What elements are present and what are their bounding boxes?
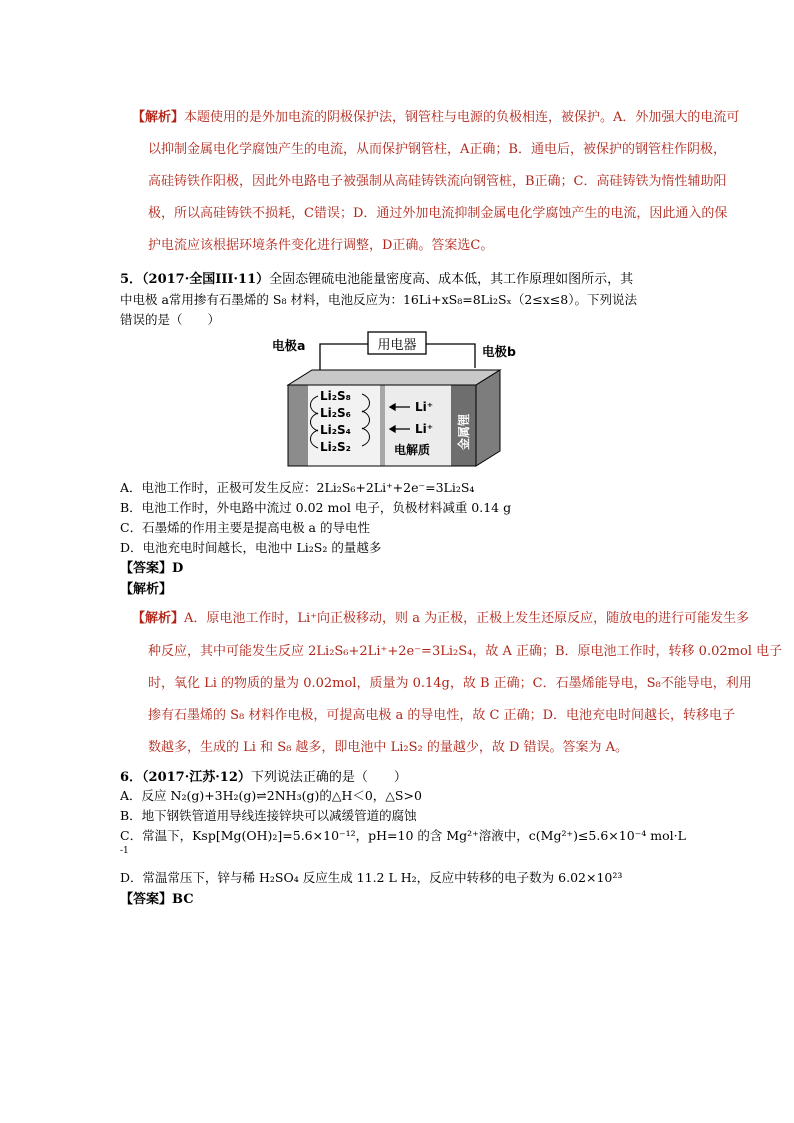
species-label: Li₂S₆ bbox=[320, 406, 351, 420]
option-c: C．石墨烯的作用主要是提高电极 a 的导电性 bbox=[120, 520, 370, 535]
question-number: 6． bbox=[120, 770, 143, 785]
question-5-stem-line: 错误的是（ ） bbox=[120, 312, 221, 327]
species-label: Li₂S₈ bbox=[320, 389, 351, 403]
option-a: A．电池工作时，正极可发生反应：2Li₂S₆+2Li⁺+2e⁻=3Li₂S₄ bbox=[120, 480, 475, 495]
answer-tag: 【答案】 bbox=[120, 561, 173, 576]
electrode-b-label: 电极b bbox=[482, 344, 516, 359]
option-d: D．常温常压下，锌与稀 H₂SO₄ 反应生成 11.2 L H₂，反应中转移的电子数为 6.02×10²³ bbox=[120, 870, 623, 885]
ion-label: Li⁺ bbox=[415, 422, 434, 436]
analysis-heading: 【解析】 bbox=[120, 582, 173, 597]
option-a: A．反应 N₂(g)+3H₂(g)⇌2NH₃(g)的△H＜0，△S>0 bbox=[120, 788, 422, 803]
question-5-stem: 5．（2017·全国III·11）全固态锂硫电池能量密度高、成本低，其工作原理如图所示，其 bbox=[120, 272, 634, 287]
analysis-line: 护电流应该根据环境条件变化进行调整，D正确。答案选C。 bbox=[148, 238, 494, 253]
answer-line bbox=[120, 557, 183, 576]
option-b: B．电池工作时，外电路中流过 0.02 mol 电子，负极材料减重 0.14 g bbox=[120, 500, 512, 515]
question-number: 5． bbox=[120, 272, 143, 287]
electrolyte-label: 电解质 bbox=[394, 443, 431, 457]
question-source: （2017·全国III·11） bbox=[142, 272, 270, 287]
device-label: 用电器 bbox=[377, 338, 417, 353]
analysis-line: 极，所以高硅铸铁不损耗，C错误；D．通过外加电流抑制金属电化学腐蚀产生的电流，因此通入的保 bbox=[148, 206, 728, 221]
battery-diagram bbox=[268, 328, 530, 473]
analysis-line: 以抑制金属电化学腐蚀产生的电流，从而保护钢管柱，A正确；B．通电后，被保护的钢管柱作阴极， bbox=[148, 142, 726, 157]
species-label: Li₂S₂ bbox=[320, 440, 351, 454]
electrode-a-label: 电极a bbox=[272, 338, 306, 353]
analysis-line: 【解析】A．原电池工作时，Li⁺向正极移动，则 a 为正极，正极上发生还原反应，随放电的进行可能发生多 bbox=[132, 611, 750, 626]
question-source: （2017·江苏·12） bbox=[142, 770, 251, 785]
metal-label: 金属锂 bbox=[457, 413, 471, 450]
answer-value: BC bbox=[172, 892, 194, 907]
option-d: D．电池充电时间越长，电池中 Li₂S₂ 的量越多 bbox=[120, 540, 382, 555]
analysis-line: 【解析】本题使用的是外加电流的阴极保护法，钢管柱与电源的负极相连，被保护。A．外加强大的电流可 bbox=[132, 110, 740, 125]
analysis-tag: 【解析】 bbox=[132, 611, 185, 626]
analysis-tag: 【解析】 bbox=[132, 110, 185, 125]
option-c-continuation: -1 bbox=[120, 846, 129, 856]
question-5-stem-line: 中电极 a常用掺有石墨烯的 S₈ 材料，电池反应为：16Li+xS₈=8Li₂Sₓ（2≤x≤8）。下列说法 bbox=[120, 292, 637, 307]
answer-tag: 【答案】 bbox=[120, 892, 173, 907]
option-c: C．常温下，Ksp[Mg(OH)₂]=5.6×10⁻¹²，pH=10 的含 Mg²⁺溶液中，c(Mg²⁺)≤5.6×10⁻⁴ mol·L bbox=[120, 828, 686, 843]
ion-label: Li⁺ bbox=[415, 400, 434, 414]
species-label: Li₂S₄ bbox=[320, 423, 351, 437]
analysis-line: 数越多，生成的 Li 和 S₈ 越多，即电池中 Li₂S₂ 的量越少，故 D 错误。答案为 A。 bbox=[148, 740, 629, 755]
question-6-stem: 6．（2017·江苏·12）下列说法正确的是（ ） bbox=[120, 770, 407, 785]
analysis-line: 高硅铸铁作阳极，因此外电路电子被强制从高硅铸铁流向钢管桩，B正确；C．高硅铸铁为惰性辅助阳 bbox=[148, 174, 727, 189]
answer-line bbox=[120, 888, 194, 907]
analysis-line: 时，氧化 Li 的物质的量为 0.02mol，质量为 0.14g，故 B 正确；C．石墨烯能导电，S₈不能导电，利用 bbox=[148, 676, 752, 691]
option-b: B．地下钢铁管道用导线连接锌块可以减缓管道的腐蚀 bbox=[120, 808, 417, 823]
analysis-line: 种反应，其中可能发生反应 2Li₂S₆+2Li⁺+2e⁻=3Li₂S₄，故 A 正确；B．原电池工作时，转移 0.02mol 电子 bbox=[148, 644, 783, 659]
analysis-line: 掺有石墨烯的 S₈ 材料作电极，可提高电极 a 的导电性，故 C 正确；D．电池充电时间越长，转移电子 bbox=[148, 708, 736, 723]
answer-value: D bbox=[172, 561, 184, 576]
